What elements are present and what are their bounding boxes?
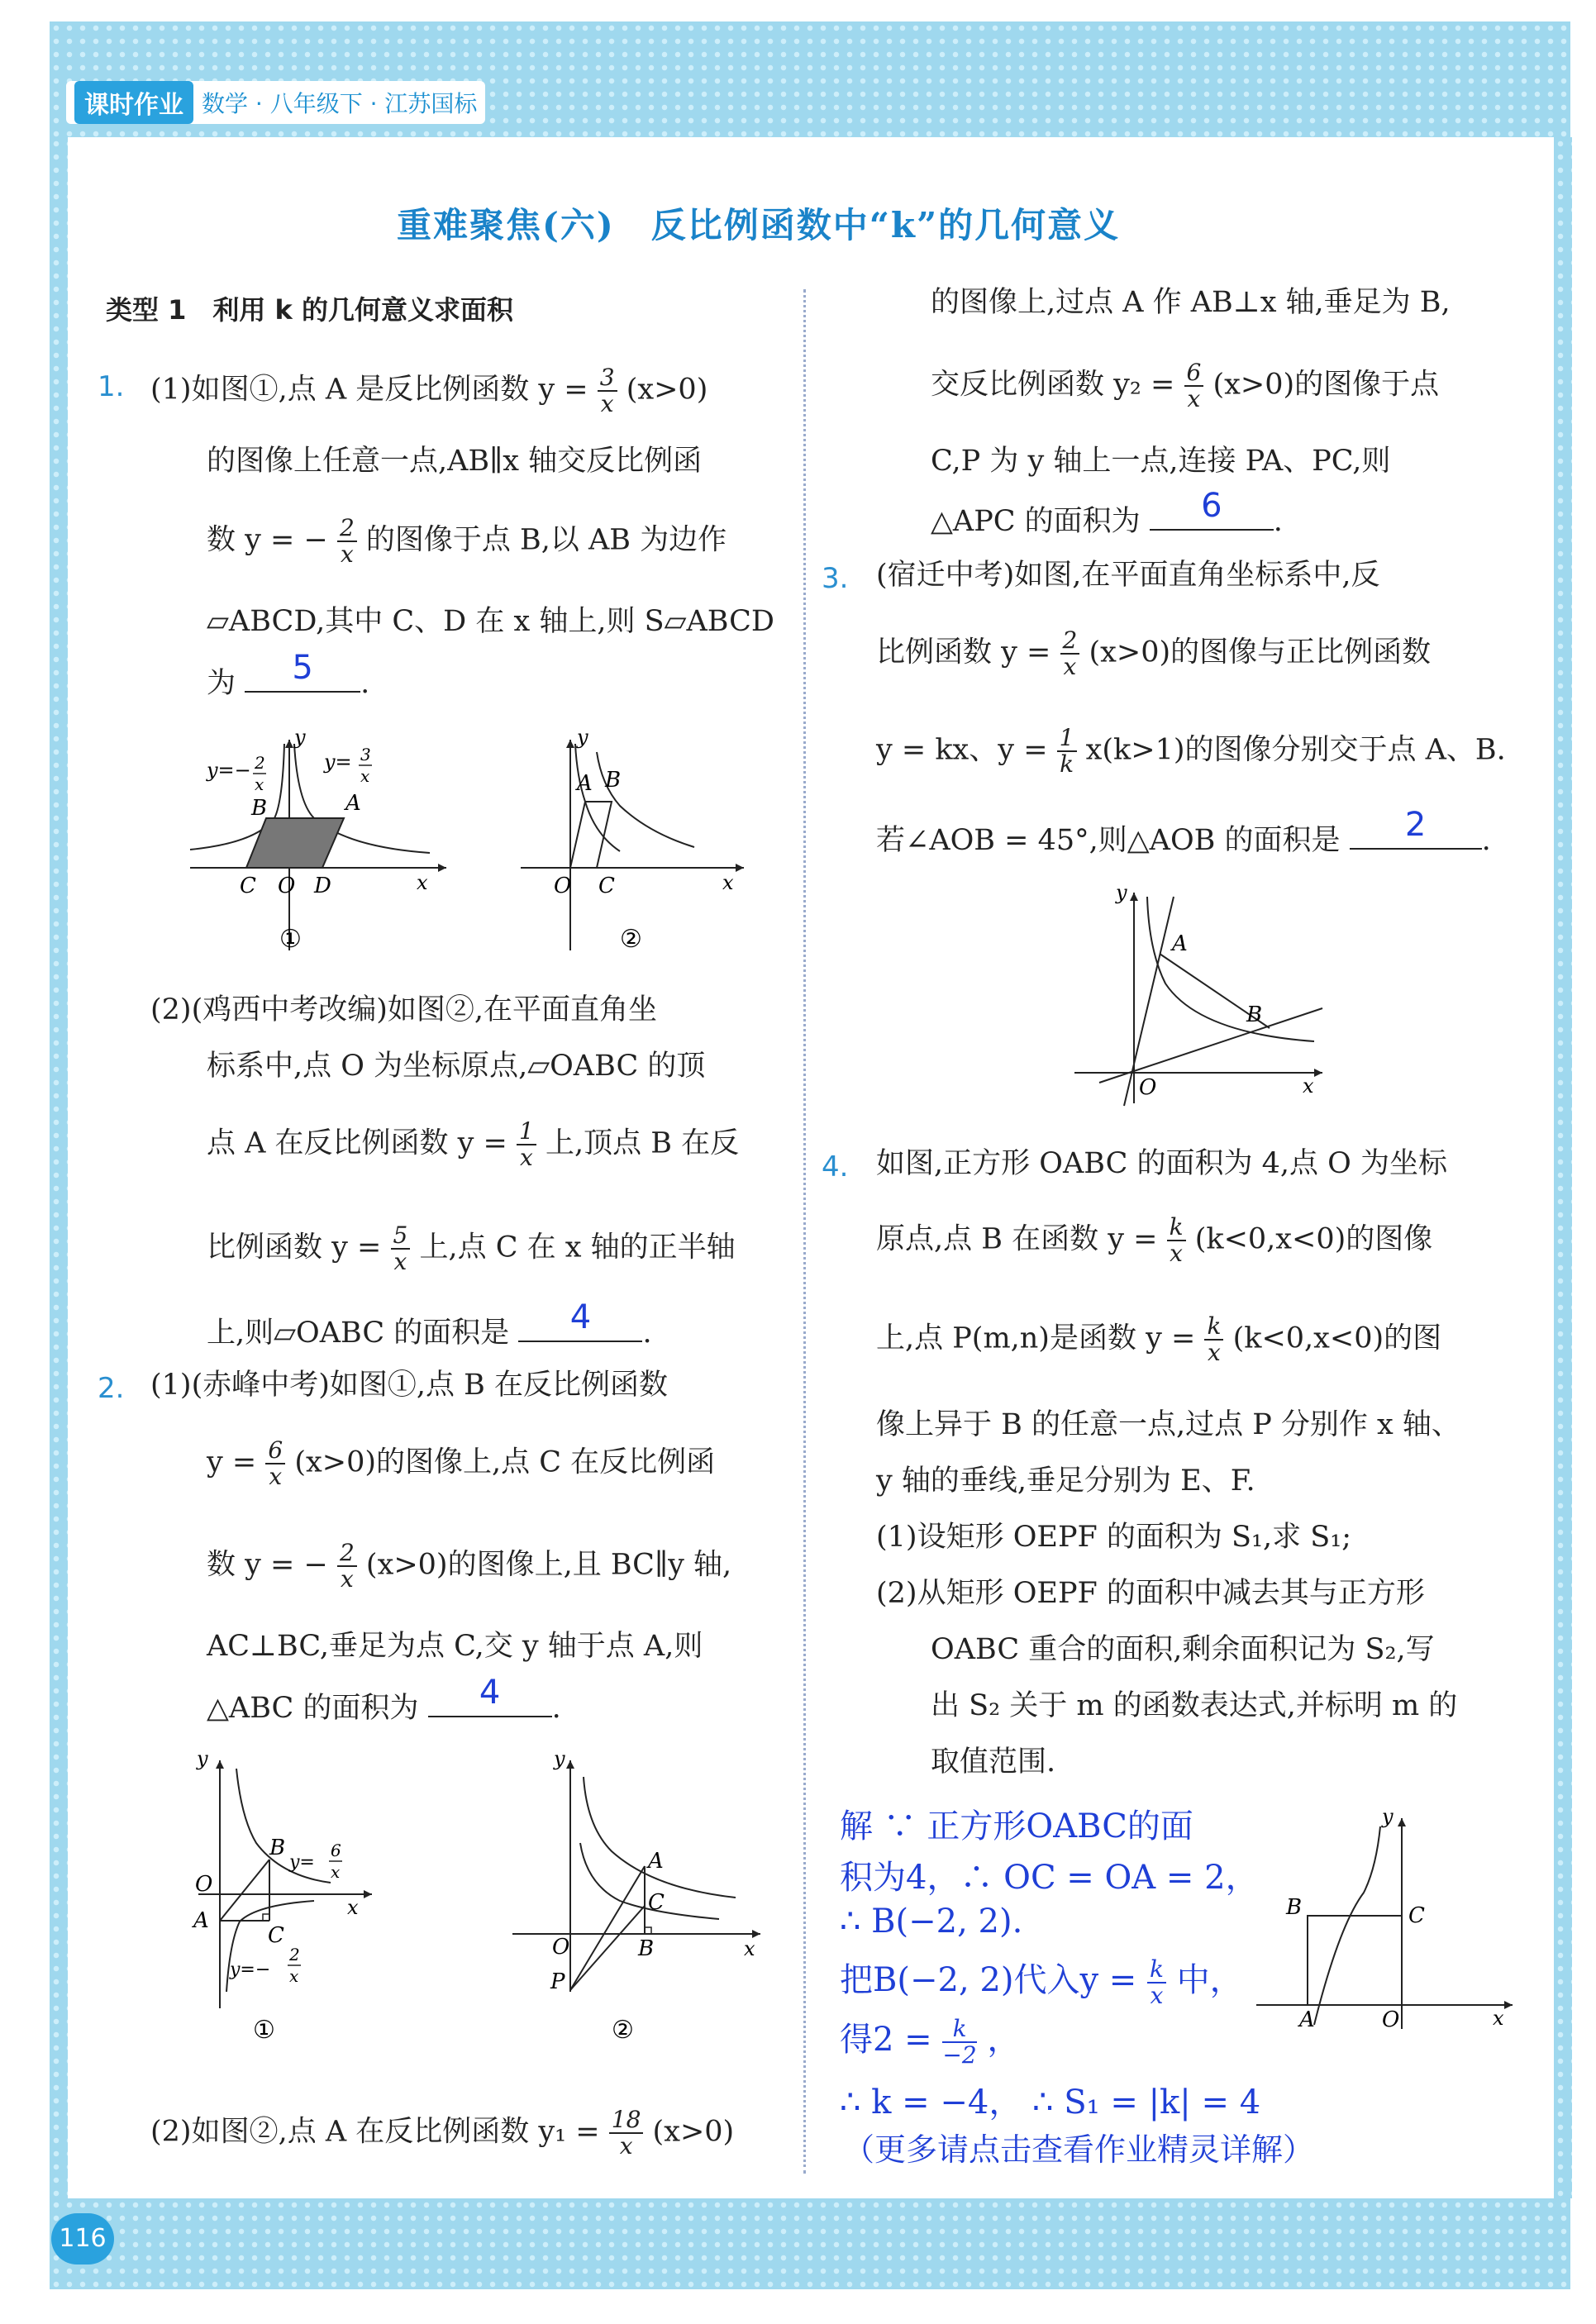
figure-1-1 [182, 727, 463, 959]
label: A [345, 791, 361, 816]
q2-part2-line [931, 360, 1439, 412]
q3-line [876, 628, 1431, 679]
q2-part2-line: C,P 为 y 轴上一点,连接 PA、PC,则 [931, 445, 1391, 478]
figure-1-2 [504, 727, 760, 959]
question-number: 4. [822, 1150, 849, 1183]
answer-blank [1350, 806, 1482, 850]
numerator: 18 [609, 2107, 644, 2134]
label: C [240, 874, 256, 898]
label: x [360, 766, 370, 786]
figure-4 [1248, 1802, 1521, 2033]
page-border-right [1554, 137, 1572, 2198]
label: A [1172, 931, 1188, 956]
figure-2-2 [504, 1744, 769, 2050]
label: 3 [360, 745, 371, 764]
question-number: 2. [98, 1372, 125, 1405]
fraction [337, 516, 357, 567]
label: x [331, 1862, 341, 1882]
text: (k<0,x<0)的图 [1232, 1322, 1442, 1355]
q3-line [876, 726, 1506, 777]
question-number: 1. [98, 370, 125, 403]
text: △ABC 的面积为 [207, 1692, 419, 1725]
text: y = [207, 1445, 257, 1479]
q1-line: 为 5 . [207, 649, 370, 700]
text: 上,点 C 在 x 轴的正半轴 [419, 1231, 736, 1264]
answer-blank [428, 1674, 552, 1717]
q2-line: AC⊥BC,垂足为点 C,交 y 轴于点 A,则 [207, 1630, 703, 1663]
text: 数 y = − [207, 523, 328, 557]
numerator: 2 [337, 1541, 357, 1567]
figure-2-1 [182, 1744, 388, 2050]
text: △APC 的面积为 [931, 505, 1141, 538]
label: C [1408, 1903, 1425, 1928]
label: B [1246, 1002, 1263, 1027]
label: C [648, 1890, 665, 1915]
text: (k<0,x<0)的图像 [1194, 1222, 1433, 1256]
denominator: x [600, 390, 614, 417]
label: B [251, 796, 268, 821]
solution-line: ∴ B(−2, 2). [840, 1903, 1023, 1941]
label: x [722, 871, 734, 894]
handwritten-answer: 6 [1201, 487, 1222, 525]
handwritten-answer: 4 [569, 1298, 592, 1336]
numerator: 5 [391, 1223, 411, 1250]
q3-line: (宿迁中考)如图,在平面直角坐标系中,反 [876, 559, 1380, 592]
q1-line: ▱ABCD,其中 C、D 在 x 轴上,则 S▱ABCD [207, 605, 774, 638]
denominator: x [340, 1565, 354, 1593]
text: 得2 = [840, 2021, 932, 2059]
text: 为 [207, 667, 236, 700]
denominator: x [1187, 385, 1201, 412]
handwritten-answer: 5 [292, 649, 313, 687]
label: B [1286, 1895, 1303, 1920]
q1-line: 的图像上任意一点,AB∥x 轴交反比例函 [207, 445, 703, 478]
page-number: 116 [51, 2213, 114, 2264]
question-number: 3. [822, 562, 849, 595]
text: 中， [1176, 1961, 1243, 1999]
page-title: 重难聚焦(六) 反比例函数中“k”的几何意义 [397, 205, 1121, 245]
header-logo: 课时作业 [74, 81, 193, 124]
column-divider [803, 289, 806, 2174]
text: 比例函数 y = [876, 636, 1051, 669]
text: 比例函数 y = [207, 1231, 382, 1264]
label: y [197, 1747, 208, 1770]
fraction [1184, 360, 1204, 412]
caption: ② [620, 925, 642, 954]
label: A [193, 1908, 209, 1933]
fraction [609, 2107, 644, 2159]
label: O [552, 1935, 570, 1960]
q2-line [207, 1541, 731, 1592]
label: y [1116, 881, 1127, 904]
fraction [1204, 1314, 1223, 1365]
handwritten-answer: 4 [479, 1674, 501, 1712]
denominator: x [1150, 1982, 1164, 2009]
text: (x>0)的图像上,且 BC∥y 轴, [365, 1548, 732, 1582]
caption: ① [279, 925, 302, 954]
q3-line: 若∠AOB = 45°,则△AOB 的面积是 2 . [876, 806, 1491, 857]
numerator: 6 [265, 1438, 285, 1464]
fraction [598, 365, 617, 417]
text: 数 y = − [207, 1548, 328, 1582]
denominator: x [393, 1248, 407, 1275]
page-border-left [50, 137, 68, 2198]
fraction [1060, 628, 1080, 679]
label: O [554, 874, 572, 898]
text: 的图像于点 B,以 AB 为边作 [365, 523, 727, 557]
q2-part2-line: 的图像上,过点 A 作 AB⊥x 轴,垂足为 B, [931, 286, 1451, 319]
text: (1)如图①,点 A 是反比例函数 y = [150, 373, 588, 407]
q4-subquestion: OABC 重合的面积,剩余面积记为 S₂,写 [931, 1633, 1435, 1666]
q4-subquestion: 取值范围. [931, 1745, 1056, 1779]
q2-line: (1)(赤峰中考)如图①,点 B 在反比例函数 [150, 1369, 668, 1402]
solution-line [840, 1954, 1243, 2008]
text: (2)如图②,点 A 在反比例函数 y₁ = [150, 2115, 600, 2149]
text: (x>0)的图像上,点 C 在反比例函 [294, 1445, 716, 1479]
numerator: 3 [598, 365, 617, 392]
q1-part2-line: 上,则▱OABC 的面积是 4 . [207, 1298, 652, 1350]
text: 把B(−2, 2)代入y = [840, 1961, 1137, 1999]
text: x(k>1)的图像分别交于点 A、B. [1085, 733, 1506, 767]
q1-line [150, 365, 707, 417]
answer-blank [1150, 487, 1274, 531]
solution-line [840, 2013, 1020, 2068]
label: C [268, 1923, 284, 1948]
label: y=− [207, 759, 251, 782]
label: O [1382, 2007, 1400, 2032]
label: C [598, 874, 615, 898]
denominator: x [1063, 653, 1077, 680]
denominator: x [619, 2132, 633, 2160]
more-solution-link[interactable]: （更多请点击查看作业精灵详解） [843, 2131, 1315, 2168]
q4-line [876, 1314, 1441, 1365]
numerator: 2 [1060, 628, 1080, 655]
fraction [1147, 1957, 1166, 2008]
label: 6 [331, 1841, 341, 1860]
q2-line [207, 1438, 715, 1489]
label: x [1303, 1074, 1314, 1098]
fraction [1057, 726, 1077, 777]
denominator: −2 [942, 2041, 977, 2069]
label: y [554, 1747, 565, 1770]
text: (x>0) [626, 373, 708, 407]
label: y=− [230, 1960, 271, 1980]
figure-3 [1066, 876, 1339, 1107]
text: (x>0)的图像于点 [1212, 368, 1440, 402]
fraction [337, 1541, 357, 1592]
q4-line: y 轴的垂线,垂足分别为 E、F. [876, 1464, 1255, 1498]
section-heading: 类型 1 利用 k 的几何意义求面积 [106, 294, 513, 326]
q4-line: 如图,正方形 OABC 的面积为 4,点 O 为坐标 [876, 1147, 1447, 1180]
text: 点 A 在反比例函数 y = [207, 1126, 507, 1160]
text: 上,顶点 B 在反 [545, 1126, 740, 1160]
q1-line [207, 516, 727, 567]
label: x [289, 1966, 299, 1986]
label: O [278, 874, 296, 898]
text: 原点,点 B 在函数 y = [876, 1222, 1158, 1256]
label: B [638, 1936, 655, 1961]
caption: ② [612, 2016, 634, 2045]
label: A [1299, 2007, 1315, 2032]
text: 交反比例函数 y₂ = [931, 368, 1175, 402]
numerator: 1 [1057, 726, 1077, 752]
label: A [648, 1849, 664, 1874]
denominator: k [1060, 750, 1074, 778]
label: y [1382, 1805, 1394, 1828]
q1-part2-line: (2)(鸡西中考改编)如图②,在平面直角坐 [150, 993, 658, 1026]
q1-part2-line: 标系中,点 O 为坐标原点,▱OABC 的顶 [207, 1050, 706, 1083]
label: y [294, 727, 306, 749]
q4-subquestion: (1)设矩形 OEPF 的面积为 S₁,求 S₁; [876, 1521, 1352, 1554]
q2-part2-line [150, 2107, 734, 2159]
q4-line: 像上异于 B 的任意一点,过点 P 分别作 x 轴、 [876, 1408, 1460, 1441]
label: x [1493, 2007, 1504, 2030]
solution-line: ∴ k = −4， ∴ S₁ = |k| = 4 [840, 2084, 1261, 2122]
numerator: 6 [1184, 360, 1204, 387]
numerator: 2 [337, 516, 357, 542]
numerator: k [942, 2017, 976, 2043]
label: y= [324, 750, 352, 774]
q2-part2-line: △APC 的面积为 6 . [931, 487, 1283, 538]
label: y [577, 727, 588, 749]
text: 上,点 P(m,n)是函数 y = [876, 1322, 1196, 1355]
q4-line [876, 1215, 1432, 1266]
text: y = kx、y = [876, 733, 1048, 767]
label: y= [289, 1852, 315, 1873]
denominator: x [340, 541, 354, 568]
header-subject: 数学 · 八年级下 · 江苏国标 [202, 90, 478, 117]
solution-line: 解 ∵ 正方形OABC的面 [840, 1807, 1193, 1845]
text: 若∠AOB = 45°,则△AOB 的面积是 [876, 824, 1341, 857]
text: (x>0)的图像与正比例函数 [1089, 636, 1432, 669]
label: x [417, 871, 428, 894]
label: 2 [289, 1945, 300, 1964]
label: x [347, 1896, 359, 1919]
fraction [517, 1119, 536, 1170]
q4-subquestion: (2)从矩形 OEPF 的面积中减去其与正方形 [876, 1577, 1425, 1610]
fraction [1167, 1215, 1186, 1266]
label: B [269, 1836, 286, 1860]
label: 2 [255, 753, 265, 773]
page-border-bottom [50, 2198, 1570, 2289]
label: O [1139, 1075, 1157, 1100]
fraction [942, 2017, 976, 2068]
text: 上,则▱OABC 的面积是 [207, 1317, 510, 1350]
label: x [255, 774, 264, 794]
text: (x>0) [652, 2115, 735, 2149]
denominator: x [520, 1144, 533, 1171]
denominator: x [269, 1463, 283, 1490]
label: D [314, 874, 331, 898]
q1-part2-line [207, 1223, 736, 1274]
denominator: x [1170, 1240, 1183, 1267]
label: x [744, 1937, 755, 1960]
denominator: x [1208, 1339, 1221, 1366]
q4-subquestion: 出 S₂ 关于 m 的函数表达式,并标明 m 的 [931, 1689, 1458, 1722]
numerator: 1 [517, 1119, 536, 1145]
numerator: k [1204, 1314, 1223, 1341]
numerator: k [1167, 1215, 1186, 1241]
text: ， [987, 2021, 1021, 2059]
numerator: k [1147, 1957, 1166, 1983]
answer-blank [518, 1298, 642, 1342]
header [66, 81, 485, 124]
handwritten-answer: 2 [1404, 806, 1427, 844]
q1-part2-line [207, 1119, 739, 1170]
label: B [605, 768, 622, 793]
label: O [195, 1872, 213, 1897]
caption: ① [253, 2016, 275, 2045]
q2-line: △ABC 的面积为 4 . [207, 1674, 561, 1725]
fraction [265, 1438, 285, 1489]
label: P [550, 1969, 565, 1994]
fraction [391, 1223, 411, 1274]
solution-line: 积为4，∴ OC = OA = 2， [840, 1859, 1259, 1897]
label: A [577, 771, 593, 796]
